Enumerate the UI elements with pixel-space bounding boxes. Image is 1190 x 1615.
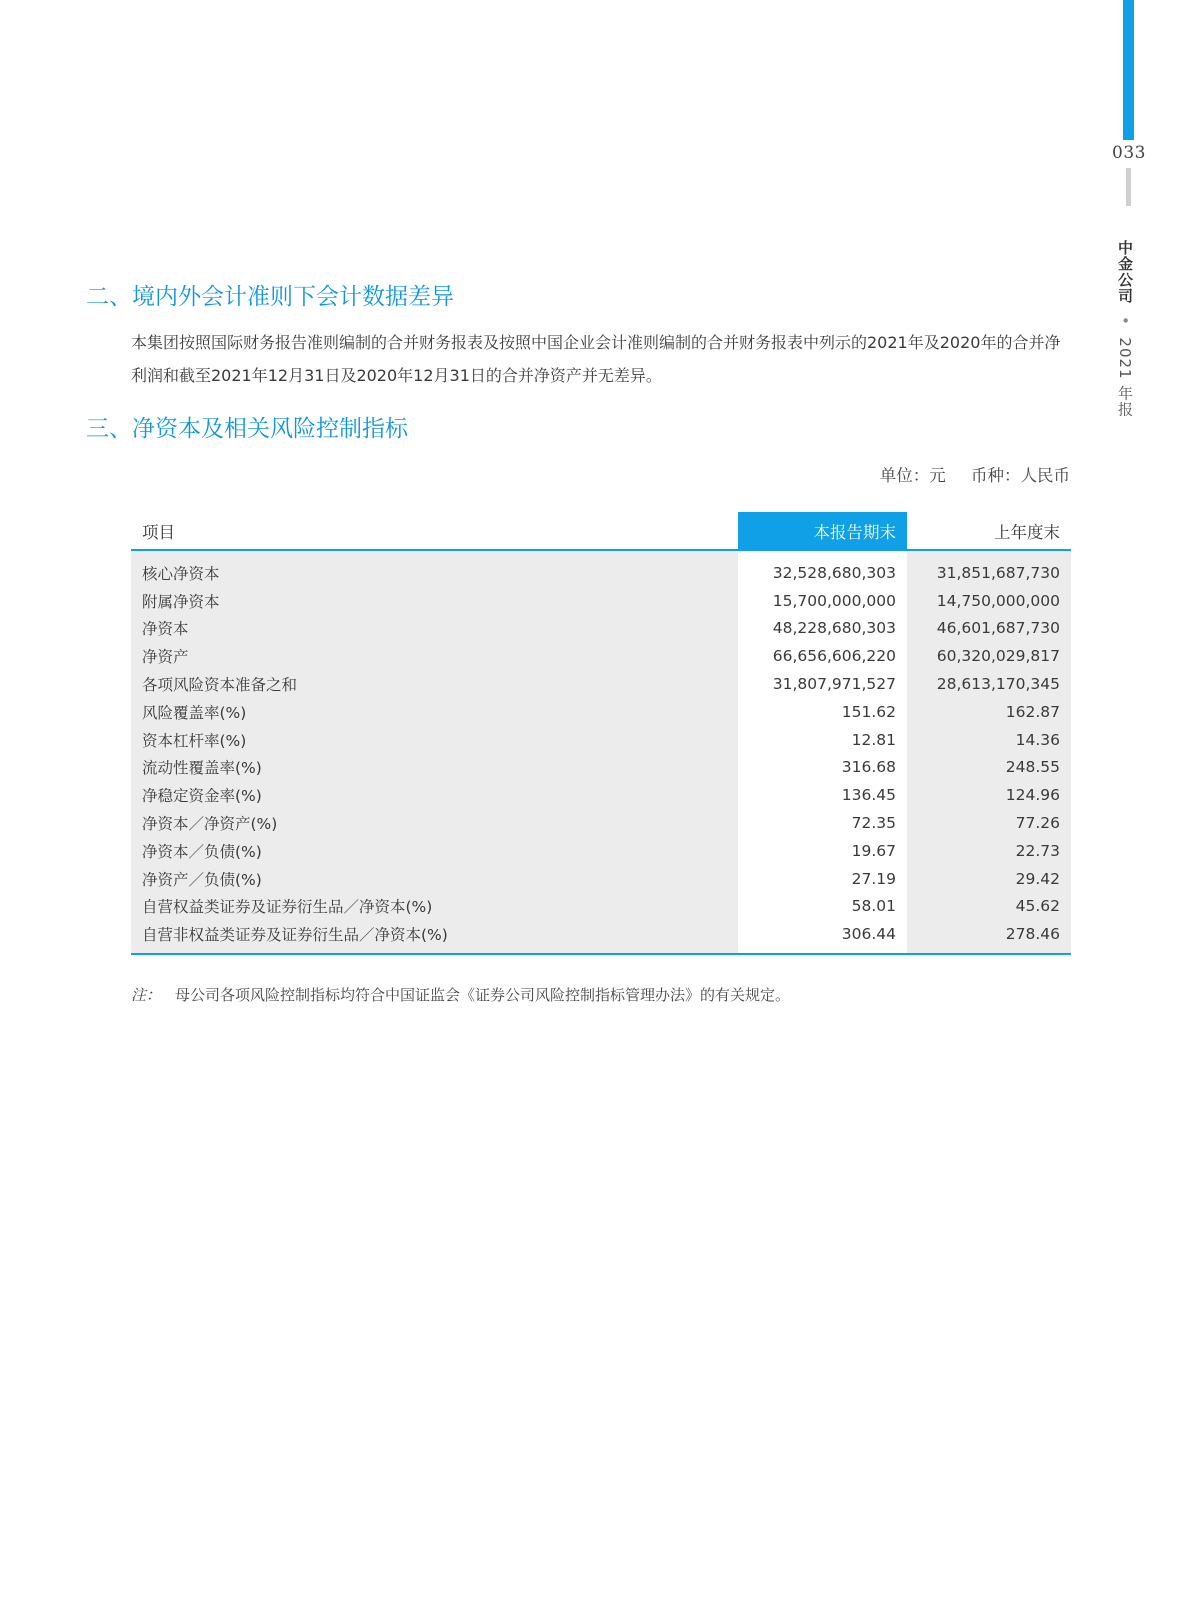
row-previous-value: 29.42 bbox=[907, 865, 1071, 893]
row-item-label: 各项风险资本准备之和 bbox=[131, 670, 738, 698]
currency-label: 币种：人民币 bbox=[971, 466, 1070, 485]
row-item-label: 自营非权益类证券及证券衍生品／净资本(%) bbox=[131, 920, 738, 954]
row-current-value: 316.68 bbox=[738, 754, 907, 782]
row-current-value: 151.62 bbox=[738, 698, 907, 726]
row-item-label: 净资产 bbox=[131, 642, 738, 670]
row-previous-value: 60,320,029,817 bbox=[907, 642, 1071, 670]
side-report-name: 2021 年报 bbox=[1116, 337, 1134, 418]
row-current-value: 136.45 bbox=[738, 781, 907, 809]
row-previous-value: 14,750,000,000 bbox=[907, 587, 1071, 615]
unit-label: 单位：元 bbox=[879, 466, 946, 485]
table-row bbox=[131, 698, 1071, 726]
side-separator: • bbox=[1116, 315, 1134, 326]
header-current-period: 本报告期末 bbox=[738, 512, 907, 550]
risk-indicators-table bbox=[131, 512, 1071, 955]
row-previous-value: 14.36 bbox=[907, 726, 1071, 754]
row-current-value: 66,656,606,220 bbox=[738, 642, 907, 670]
row-previous-value: 31,851,687,730 bbox=[907, 550, 1071, 587]
table-row bbox=[131, 809, 1071, 837]
table-row bbox=[131, 865, 1071, 893]
section-heading-accounting-differences: 二、境内外会计准则下会计数据差异 bbox=[86, 284, 454, 310]
section-body-accounting-differences: 本集团按照国际财务报告准则编制的合并财务报表及按照中国企业会计准则编制的合并财务报表中列示的2021年及2020年的合并净利润和截至2021年12月31日及2020年12月31日的合并净资产并无差异。 bbox=[131, 333, 1061, 385]
table-row bbox=[131, 754, 1071, 782]
table-row bbox=[131, 893, 1071, 921]
row-item-label: 净稳定资金率(%) bbox=[131, 781, 738, 809]
side-company-name: 中金公司 bbox=[1116, 240, 1134, 304]
table-body bbox=[131, 550, 1071, 954]
row-previous-value: 45.62 bbox=[907, 893, 1071, 921]
row-current-value: 12.81 bbox=[738, 726, 907, 754]
table-note bbox=[131, 984, 790, 1005]
table-row bbox=[131, 642, 1071, 670]
table-row bbox=[131, 550, 1071, 587]
row-item-label: 流动性覆盖率(%) bbox=[131, 754, 738, 782]
side-accent-bar bbox=[1123, 0, 1134, 140]
row-item-label: 净资本 bbox=[131, 615, 738, 643]
row-current-value: 15,700,000,000 bbox=[738, 587, 907, 615]
row-current-value: 32,528,680,303 bbox=[738, 550, 907, 587]
row-item-label: 核心净资本 bbox=[131, 550, 738, 587]
row-current-value: 58.01 bbox=[738, 893, 907, 921]
row-current-value: 19.67 bbox=[738, 837, 907, 865]
section-heading-net-capital: 三、净资本及相关风险控制指标 bbox=[86, 416, 408, 442]
row-previous-value: 28,613,170,345 bbox=[907, 670, 1071, 698]
note-text: 母公司各项风险控制指标均符合中国证监会《证券公司风险控制指标管理办法》的有关规定。 bbox=[175, 986, 791, 1004]
header-item: 项目 bbox=[131, 512, 738, 550]
table-row bbox=[131, 670, 1071, 698]
row-previous-value: 248.55 bbox=[907, 754, 1071, 782]
row-item-label: 自营权益类证券及证券衍生品／净资本(%) bbox=[131, 893, 738, 921]
row-previous-value: 124.96 bbox=[907, 781, 1071, 809]
row-item-label: 资本杠杆率(%) bbox=[131, 726, 738, 754]
table-header-row bbox=[131, 512, 1071, 550]
table-row bbox=[131, 920, 1071, 954]
row-previous-value: 22.73 bbox=[907, 837, 1071, 865]
row-previous-value: 278.46 bbox=[907, 920, 1071, 954]
table-row bbox=[131, 726, 1071, 754]
row-item-label: 风险覆盖率(%) bbox=[131, 698, 738, 726]
side-running-title bbox=[1112, 240, 1136, 417]
side-divider-bar bbox=[1126, 168, 1131, 206]
table-row bbox=[131, 781, 1071, 809]
row-current-value: 306.44 bbox=[738, 920, 907, 954]
unit-currency-line bbox=[880, 462, 1070, 486]
row-item-label: 净资本／净资产(%) bbox=[131, 809, 738, 837]
row-previous-value: 77.26 bbox=[907, 809, 1071, 837]
table-row bbox=[131, 587, 1071, 615]
row-current-value: 27.19 bbox=[738, 865, 907, 893]
row-current-value: 48,228,680,303 bbox=[738, 615, 907, 643]
table-row bbox=[131, 615, 1071, 643]
note-label: 注： bbox=[131, 986, 162, 1004]
page-number: 033 bbox=[1112, 143, 1146, 163]
row-previous-value: 46,601,687,730 bbox=[907, 615, 1071, 643]
row-previous-value: 162.87 bbox=[907, 698, 1071, 726]
table-row bbox=[131, 837, 1071, 865]
row-item-label: 附属净资本 bbox=[131, 587, 738, 615]
row-current-value: 31,807,971,527 bbox=[738, 670, 907, 698]
row-item-label: 净资产／负债(%) bbox=[131, 865, 738, 893]
header-previous-year: 上年度末 bbox=[907, 512, 1071, 550]
row-current-value: 72.35 bbox=[738, 809, 907, 837]
row-item-label: 净资本／负债(%) bbox=[131, 837, 738, 865]
